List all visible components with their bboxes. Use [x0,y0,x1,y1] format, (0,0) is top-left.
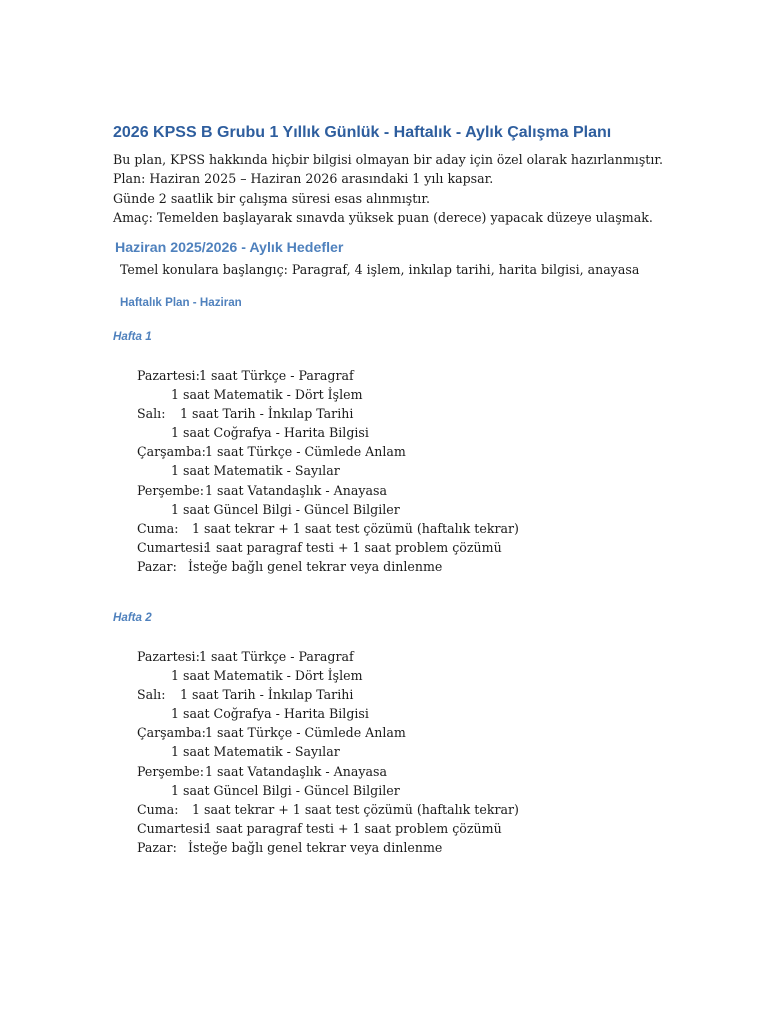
activity-text: 1 saat Coğrafya - Harita Bilgisi [171,425,369,441]
activity-text: 1 saat Matematik - Dört İşlem [171,668,363,684]
activity-text: 1 saat Türkçe - Paragraf [199,649,354,664]
activity-text: İsteğe bağlı genel tekrar veya dinlenme [188,558,443,574]
activity-text: 1 saat Türkçe - Cümlede Anlam [205,725,406,741]
intro-line: Günde 2 saatlik bir çalışma süresi esas alınmıştır. [113,190,430,206]
day-label: Cumartesi: [137,820,208,836]
activity-text: 1 saat Tarih - İnkılap Tarihi [180,687,354,703]
section-heading-text: Haziran 2025/2026 - Aylık Hedefler [115,240,344,256]
activity-text: İsteğe bağlı genel tekrar veya dinlenme [188,839,443,855]
monthly-goal: Temel konulara başlangıç: Paragraf, 4 işlem, inkılap tarihi, harita bilgisi, anayasa [120,262,640,277]
day-label: Pazartesi: [137,368,200,383]
day-label: Çarşamba: [137,444,206,460]
intro-paragraph [113,150,663,227]
activity-text: 1 saat Matematik - Dört İşlem [171,387,363,403]
intro-line: Amaç: Temelden başlayarak sınavda yüksek puan (derece) yapacak düzeye ulaşmak. [113,209,653,225]
day-label: Perşembe: [137,763,204,779]
activity-text: 1 saat Tarih - İnkılap Tarihi [180,406,354,422]
day-label: Pazartesi: [137,649,200,664]
day-label: Cuma: [137,520,179,536]
activity-text: 1 saat Güncel Bilgi - Güncel Bilgiler [171,782,400,798]
activity-text: 1 saat Matematik - Sayılar [171,463,340,479]
activity-text: 1 saat Türkçe - Paragraf [199,368,354,383]
day-label: Salı: [137,406,166,422]
day-label: Cumartesi: [137,539,208,555]
activity-text: 1 saat Matematik - Sayılar [171,744,340,760]
activity-text: 1 saat Coğrafya - Harita Bilgisi [171,706,369,722]
intro-line: Plan: Haziran 2025 – Haziran 2026 arasındaki 1 yılı kapsar. [113,171,494,187]
weekly-plan-heading: Haftalık Plan - Haziran [120,296,242,309]
activity-text: 1 saat Türkçe - Cümlede Anlam [205,444,406,460]
day-label: Pazar: [137,558,177,574]
day-label: Çarşamba: [137,725,206,741]
intro-line: Bu plan, KPSS hakkında hiçbir bilgisi olmayan bir aday için özel olarak hazırlanmıştır. [113,152,664,167]
document-title: 2026 KPSS B Grubu 1 Yıllık Günlük - Haftalık - Aylık Çalışma Planı [113,124,612,141]
section-heading [113,240,343,256]
week-heading: Hafta 1 [113,330,152,343]
day-label: Perşembe: [137,482,204,498]
activity-text: 1 saat Vatandaşlık - Anayasa [205,482,387,498]
activity-text: 1 saat tekrar + 1 saat test çözümü (haftalık tekrar) [192,520,519,536]
day-label: Pazar: [137,839,177,855]
activity-text: 1 saat tekrar + 1 saat test çözümü (haftalık tekrar) [192,801,519,817]
activity-text: 1 saat Güncel Bilgi - Güncel Bilgiler [171,501,400,517]
day-label: Cuma: [137,801,179,817]
activity-text: 1 saat Vatandaşlık - Anayasa [205,763,387,779]
activity-text: 1 saat paragraf testi + 1 saat problem çözümü [204,539,502,555]
week-heading: Hafta 2 [113,611,152,624]
day-label: Salı: [137,687,166,703]
activity-text: 1 saat paragraf testi + 1 saat problem çözümü [204,820,502,836]
